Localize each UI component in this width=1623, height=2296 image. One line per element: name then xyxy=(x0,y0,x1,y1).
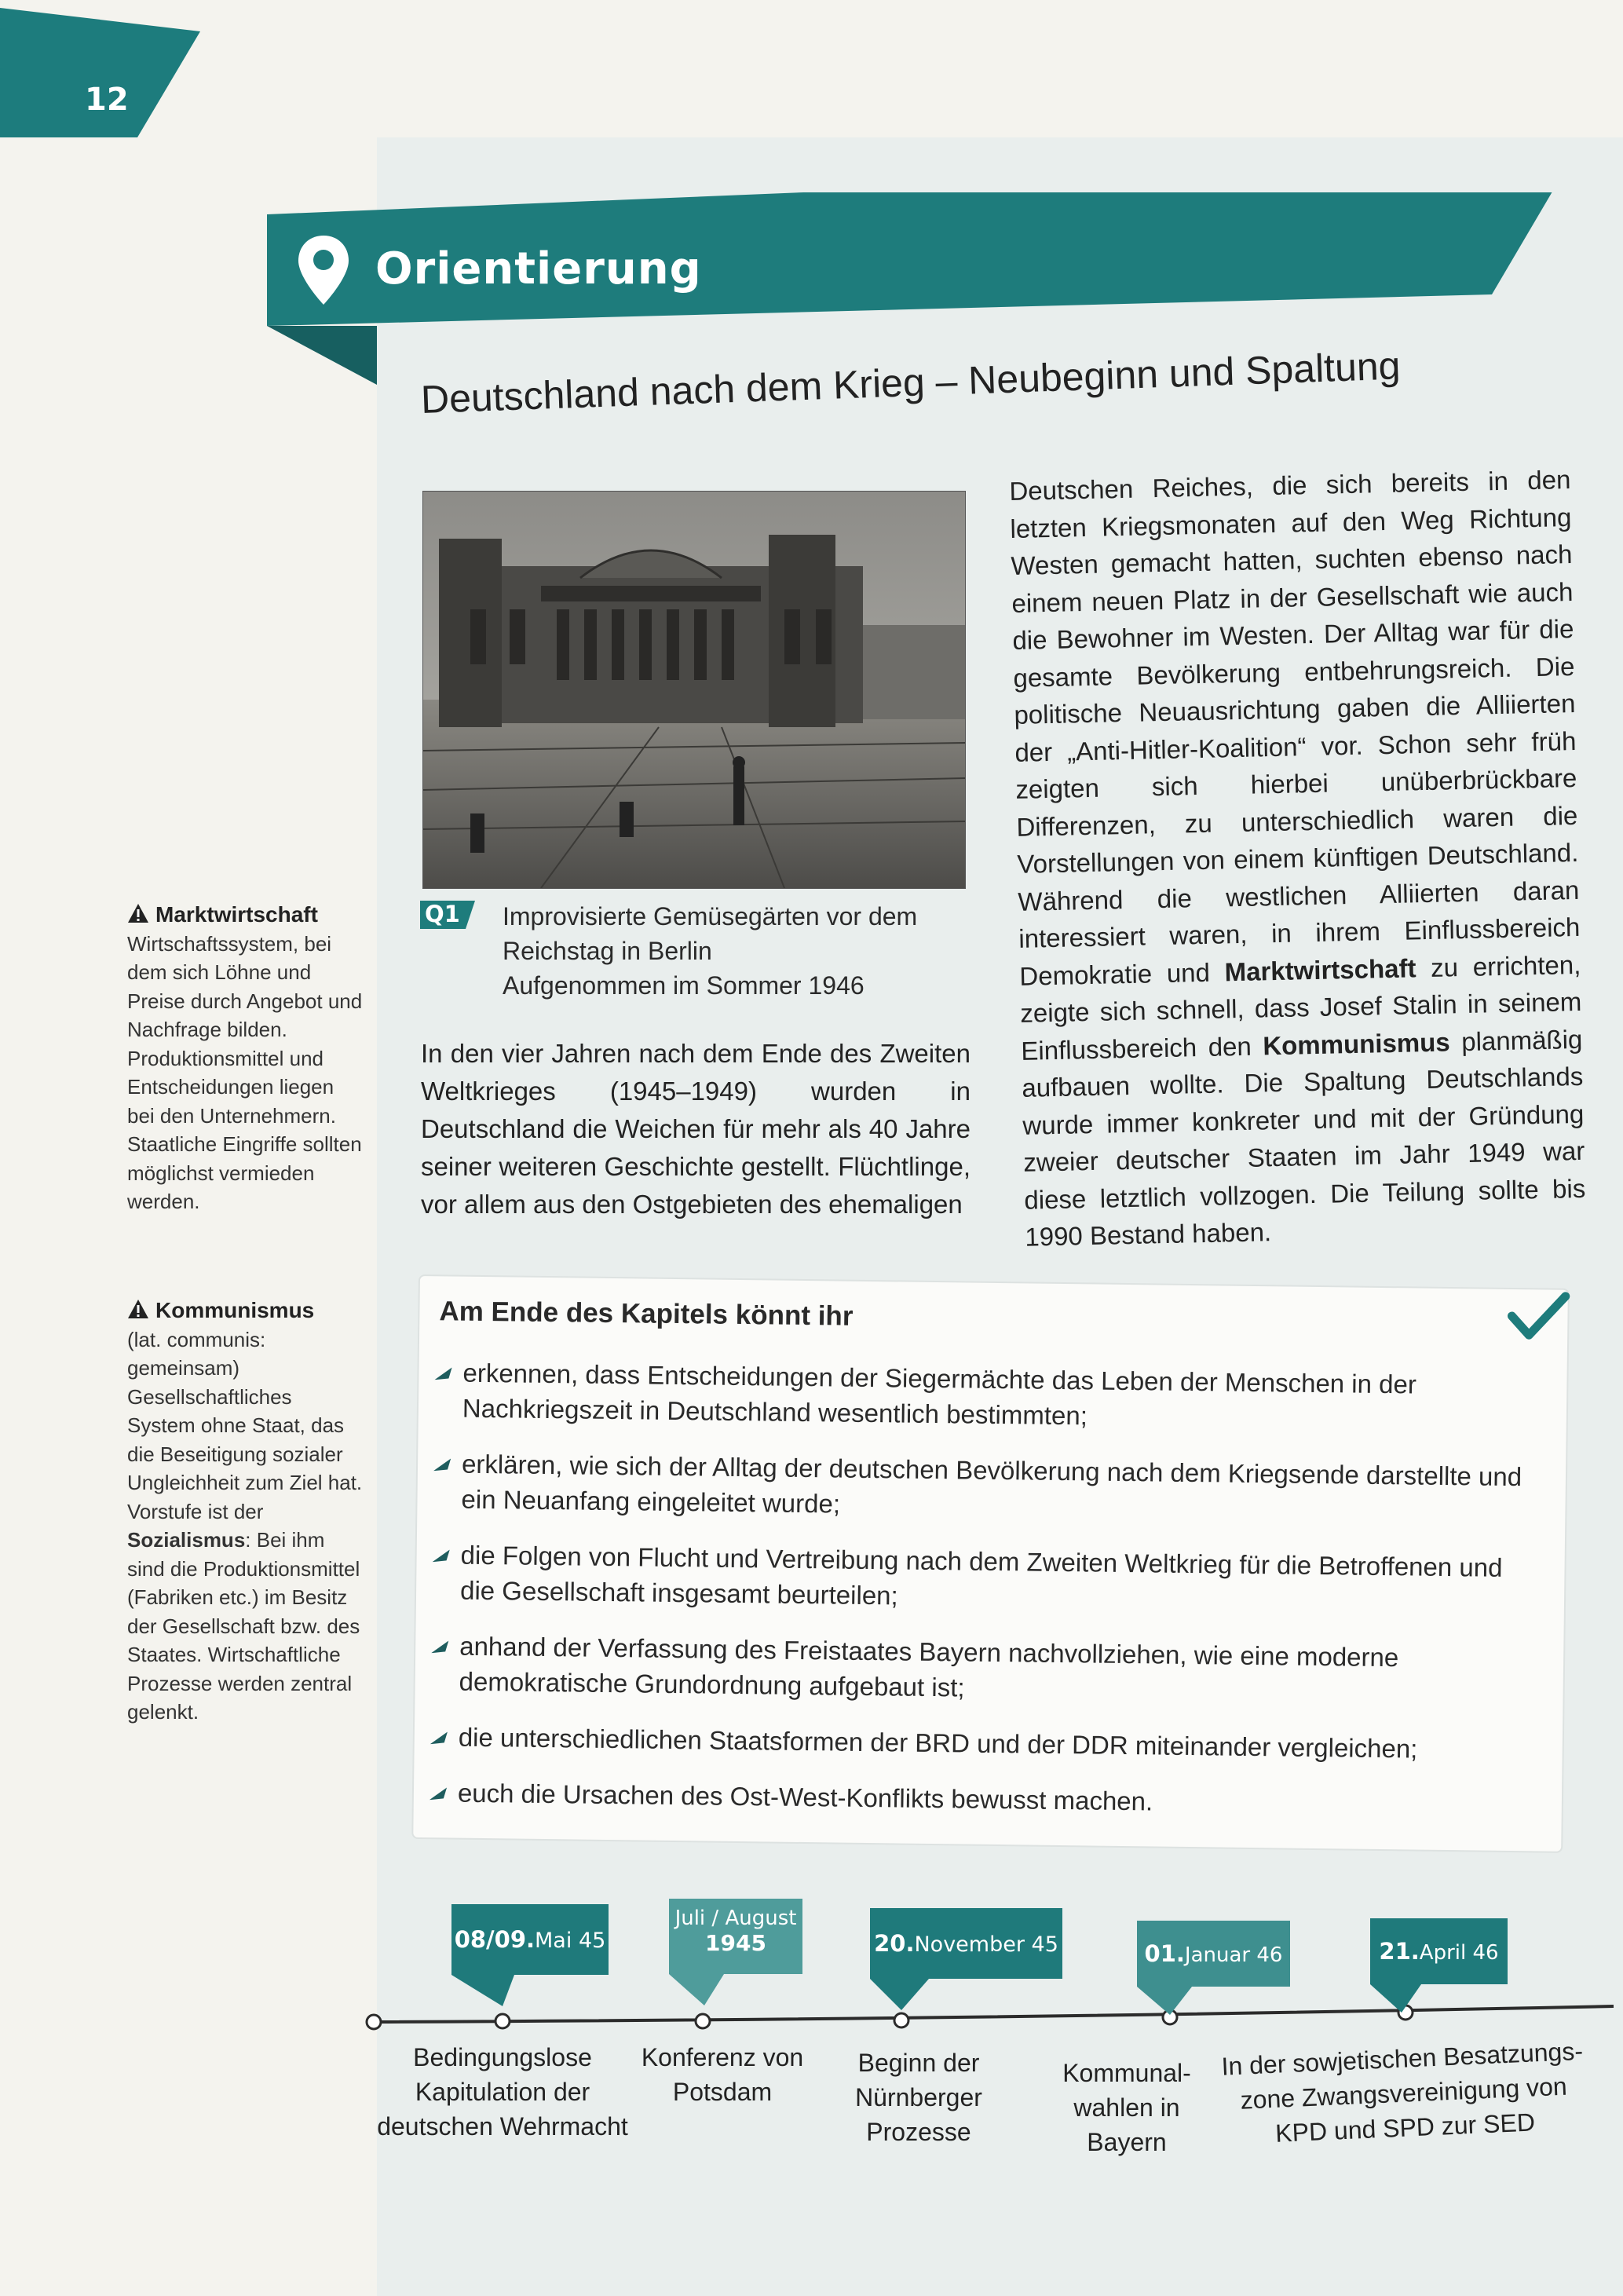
flag-pointer xyxy=(669,1974,802,2013)
goal-item xyxy=(433,1446,1533,1530)
warning-icon xyxy=(127,903,149,923)
learning-goals-title: Am Ende des Kapitels könnt ihr xyxy=(439,1296,854,1332)
goal-text: die Folgen von Flucht und Vertreibung nach dem Zweiten Weltkrieg für die Betroffenen und die Gesellschaft insgesamt beurteilen; xyxy=(459,1540,1503,1610)
goal-item xyxy=(430,1719,1530,1768)
timeline-date-day: 01. xyxy=(1144,1940,1185,1967)
glossary-marktwirtschaft xyxy=(127,901,363,1216)
timeline-label-5 xyxy=(1217,2033,1590,2152)
body-text-left: In den vier Jahren nach dem Ende des Zweiten Weltkrieges (1945–1949) wurden in Deutschland die Weichen für mehr als 40 Jahre seiner weiteren Geschichte gestellt. Flüchtlinge, vor allem aus den Ostgebieten des ehemaligen xyxy=(421,1039,971,1219)
timeline-label-2 xyxy=(624,2040,821,2109)
timeline-label-line: wahlen in xyxy=(1073,2093,1180,2122)
timeline-date-year: 1945 xyxy=(705,1930,766,1956)
goal-item xyxy=(430,1628,1530,1712)
body-text-right-part: zu errichten, zeigte sich schnell, dass Josef Stalin in seinem Einflussbereich den xyxy=(1020,949,1582,1066)
banner-title: Orientierung xyxy=(375,243,702,294)
timeline-event-1 xyxy=(451,1904,609,2014)
caption-subtitle: Aufgenommen im Sommer 1946 xyxy=(503,971,865,1000)
body-text-right-part: Deutschen Reiches, die sich bereits in den letzten Kriegsmonaten auf den Weg Richtung Westen gemacht hatten, suchten ebenso nach einem neuen Platz in der Gesellschaft wie auch die Bewohner im Westen. Der Alltag war für die gesamte Bevölkerung entbehrungsreich. Die politische Neuausrichtung gaben die Alliierten der „Anti-Hitler-Koalition“ vor. Schon sehr früh zeigten sich hierbei unüberbrückbare Differenzen, zu unterschiedlich waren die Vorstellungen von einem künftigen Deutschland. Während die westlichen Alliierten daran interessiert waren, in ihrem Einflussbereich Demokratie und xyxy=(1009,465,1581,991)
term-kommunismus: Kommunismus xyxy=(1262,1026,1451,1060)
checkmark-icon xyxy=(1507,1289,1570,1345)
timeline-event-4 xyxy=(1137,1921,1290,2026)
flag-pointer xyxy=(870,1979,1062,2018)
glossary-definition-part: (lat. communis: gemeinsam) Gesellschaftliches System ohne Staat, das die Beseitigung sozialer Ungleichheit zum Ziel hat. Vorstufe ist der xyxy=(127,1327,363,1523)
glossary-kommunismus xyxy=(127,1296,363,1727)
term-marktwirtschaft: Marktwirtschaft xyxy=(1224,952,1416,986)
learning-goals-box xyxy=(413,1276,1568,1852)
timeline-date-month: November 45 xyxy=(914,1932,1058,1957)
timeline-date-month: Januar 46 xyxy=(1184,1943,1283,1967)
bullet-icon xyxy=(431,1640,448,1653)
timeline-label-line: Kommunal- xyxy=(1062,2059,1191,2087)
timeline-date-month: April 46 xyxy=(1419,1941,1499,1965)
timeline-date xyxy=(1137,1921,1290,1987)
timeline-label-line: Potsdam xyxy=(672,2078,773,2106)
learning-goals-list xyxy=(429,1355,1533,1844)
timeline-event-2 xyxy=(669,1899,802,2013)
timeline-label-line: Prozesse xyxy=(866,2118,971,2146)
timeline-date xyxy=(669,1899,802,1974)
caption-title: Improvisierte Gemüsegärten vor dem Reichstag in Berlin xyxy=(503,902,918,965)
goal-text: anhand der Verfassung des Freistaates Bayern nachvollziehen, wie eine moderne demokratische Grundordnung aufgebaut ist; xyxy=(459,1631,1399,1702)
flag-pointer xyxy=(451,1975,609,2014)
body-text-right-part: planmäßig aufbauen wollte. Die Spaltung Deutschlands wurde immer konkreter und mit der Gründung zweier deutscher Staaten im Jahr 1949 war diese letztlich vollzogen. Die Teilung sollte bis 1990 Bestand haben. xyxy=(1022,1024,1586,1252)
goal-text: euch die Ursachen des Ost-West-Konflikts bewusst machen. xyxy=(457,1778,1153,1816)
timeline-date-day: 08/09. xyxy=(454,1926,536,1953)
flag-pointer xyxy=(1137,1987,1290,2026)
glossary-definition xyxy=(127,1325,363,1727)
goal-text: die unterschiedlichen Staatsformen der BRD und der DDR miteinander vergleichen; xyxy=(458,1722,1418,1764)
timeline-label-line: Beginn der xyxy=(857,2049,980,2077)
timeline-date-day: 21. xyxy=(1379,1938,1420,1965)
body-text-right xyxy=(1009,461,1587,1256)
timeline-date-day: 20. xyxy=(874,1930,915,1957)
timeline-event-3 xyxy=(870,1908,1062,2018)
timeline-date xyxy=(870,1908,1062,1979)
chapter-title: Deutschland nach dem Krieg – Neubeginn und Spaltung xyxy=(420,343,1402,422)
goal-text: erkennen, dass Entscheidungen der Siegermächte das Leben der Menschen in der Nachkriegszeit in Deutschland wesentlich bestimmten; xyxy=(462,1358,1417,1431)
page-number: 12 xyxy=(85,82,129,118)
timeline-label-1 xyxy=(369,2040,636,2144)
timeline-label-line: Bedingungslose xyxy=(413,2043,592,2071)
term-sozialismus: Sozialismus xyxy=(127,1528,246,1552)
timeline-label-line: KPD und SPD zur SED xyxy=(1274,2108,1536,2148)
timeline-label-line: Konferenz von xyxy=(641,2043,804,2071)
map-pin-icon xyxy=(297,234,350,306)
page-corner xyxy=(0,0,204,141)
timeline-label-line: Bayern xyxy=(1087,2128,1167,2156)
warning-icon xyxy=(127,1299,149,1319)
bullet-icon xyxy=(430,1787,447,1800)
glossary-term: Marktwirtschaft xyxy=(155,902,318,927)
bullet-icon xyxy=(433,1458,451,1471)
glossary-term: Kommunismus xyxy=(155,1298,315,1322)
timeline-event-5 xyxy=(1370,1918,1508,2024)
timeline-date-month: Mai 45 xyxy=(535,1929,606,1953)
goal-text: erklären, wie sich der Alltag der deutschen Bevölkerung nach dem Kriegsende darstellte und ein Neuanfang eingeleitet wurde; xyxy=(461,1449,1522,1519)
timeline-label-4 xyxy=(1044,2056,1209,2159)
reichstag-photo xyxy=(422,491,966,889)
timeline-label-line: In der sowjetischen Besatzungs- xyxy=(1220,2036,1584,2081)
glossary-definition: Wirtschaftssystem, bei dem sich Löhne und Preise durch Angebot und Nachfrage bilden. Produktionsmittel und Entscheidungen liegen bei den Unternehmern. Staatliche Eingriffe sollten möglichst vermieden werden. xyxy=(127,931,363,1213)
timeline-label-line: Kapitulation der xyxy=(415,2078,590,2106)
timeline-date xyxy=(1370,1918,1508,1984)
bullet-icon xyxy=(434,1367,451,1380)
timeline-date xyxy=(451,1904,609,1975)
timeline-label-3 xyxy=(817,2046,1021,2149)
goal-item xyxy=(434,1355,1534,1439)
timeline-label-line: deutschen Wehrmacht xyxy=(377,2112,628,2141)
figure-badge-label: Q1 xyxy=(425,901,460,927)
glossary-definition-part: : Bei ihm sind die Produktionsmittel (Fabriken etc.) im Besitz der Gesellschaft bzw. des Staates. Wirtschaftliche Prozesse werden zentral gelenkt. xyxy=(127,1528,360,1724)
bullet-icon xyxy=(433,1549,450,1562)
figure-caption-text xyxy=(503,899,974,1003)
timeline-date-month: Juli / August xyxy=(674,1907,797,1930)
goal-item xyxy=(432,1537,1532,1621)
bullet-icon xyxy=(430,1731,448,1744)
timeline-label-line: zone Zwangsvereinigung von xyxy=(1239,2071,1568,2115)
flag-pointer xyxy=(1370,1984,1508,2024)
goal-item xyxy=(430,1775,1529,1823)
timeline-label-line: Nürnberger xyxy=(855,2083,982,2111)
